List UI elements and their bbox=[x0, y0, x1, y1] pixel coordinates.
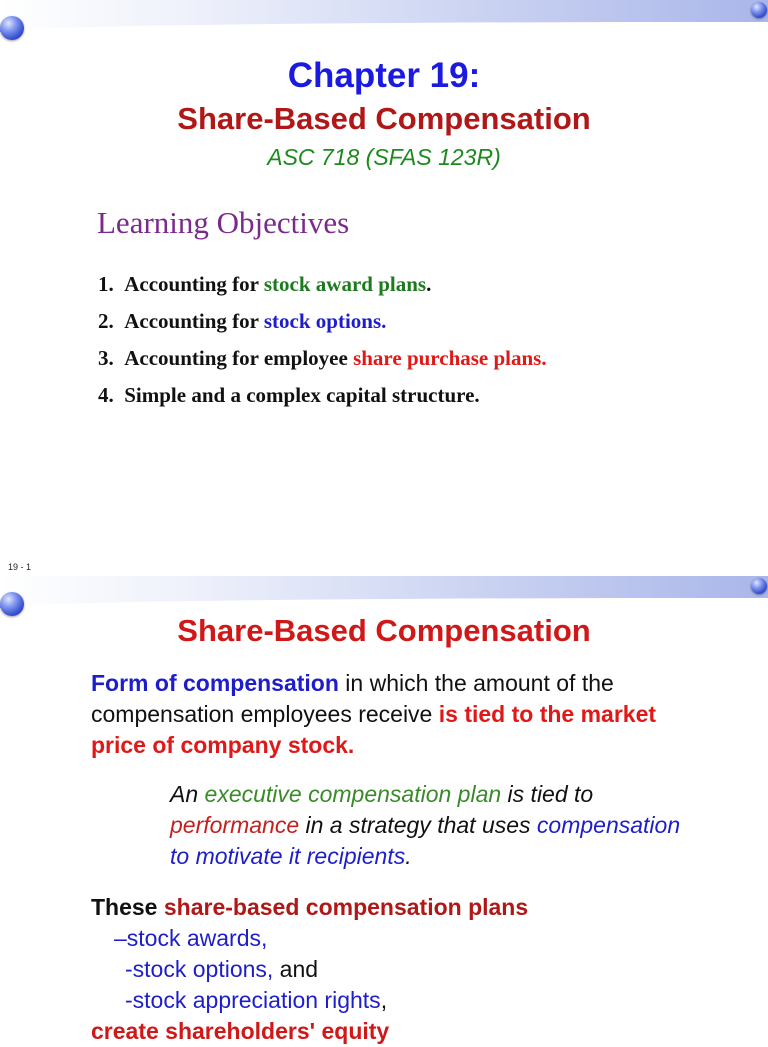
blue-orb-bullet-icon bbox=[751, 578, 767, 594]
learning-objectives-heading: Learning Objectives bbox=[97, 205, 350, 240]
objective-highlight: share purchase plans. bbox=[353, 346, 547, 370]
blue-orb-bullet-icon bbox=[751, 2, 767, 18]
objective-item: 1. Accounting for stock award plans. bbox=[98, 272, 432, 296]
objective-highlight: stock options. bbox=[263, 309, 387, 333]
chapter-title: Chapter 19: bbox=[287, 56, 481, 95]
definition-paragraph: Form of compensation in which the amount of the compensation employees receive is tied to the market price of company stock. bbox=[91, 670, 657, 758]
plans-highlight: share-based compensation plans bbox=[163, 894, 529, 920]
plan-item: –stock awards, bbox=[114, 925, 268, 951]
objective-highlight: stock award plans bbox=[263, 272, 427, 296]
standard-reference: ASC 718 (SFAS 123R) bbox=[267, 144, 501, 170]
blue-orb-bullet-icon bbox=[0, 16, 24, 40]
plan-item: -stock options, and bbox=[125, 956, 319, 982]
plan-item: -stock appreciation rights, bbox=[125, 987, 388, 1013]
slide-2 bbox=[0, 576, 768, 1044]
definition-emphasis: is tied to the market price of company stock. bbox=[91, 701, 657, 758]
objective-item: 3. Accounting for employee share purchase plans. bbox=[98, 346, 547, 370]
executive-plan-quote: An executive compensation plan is tied to performance in a strategy that uses compensation to motivate it recipients. bbox=[170, 781, 681, 869]
objective-item: 4. Simple and a complex capital structure. bbox=[98, 383, 480, 407]
objective-item: 2. Accounting for stock options. bbox=[98, 309, 387, 333]
slide-header-bar bbox=[0, 0, 768, 32]
plans-intro: These share-based compensation plans bbox=[91, 894, 529, 920]
slide-title: Share-Based Compensation bbox=[177, 613, 591, 648]
definition-term: Form of compensation bbox=[91, 670, 339, 696]
slide-header-bar bbox=[0, 576, 768, 608]
cutoff-line: create shareholders' equity bbox=[91, 1018, 390, 1044]
plans-list bbox=[0, 923, 387, 1016]
learning-objectives-list bbox=[98, 268, 547, 416]
slide-number: 19 - 1 bbox=[8, 562, 32, 572]
chapter-subtitle: Share-Based Compensation bbox=[177, 101, 591, 136]
